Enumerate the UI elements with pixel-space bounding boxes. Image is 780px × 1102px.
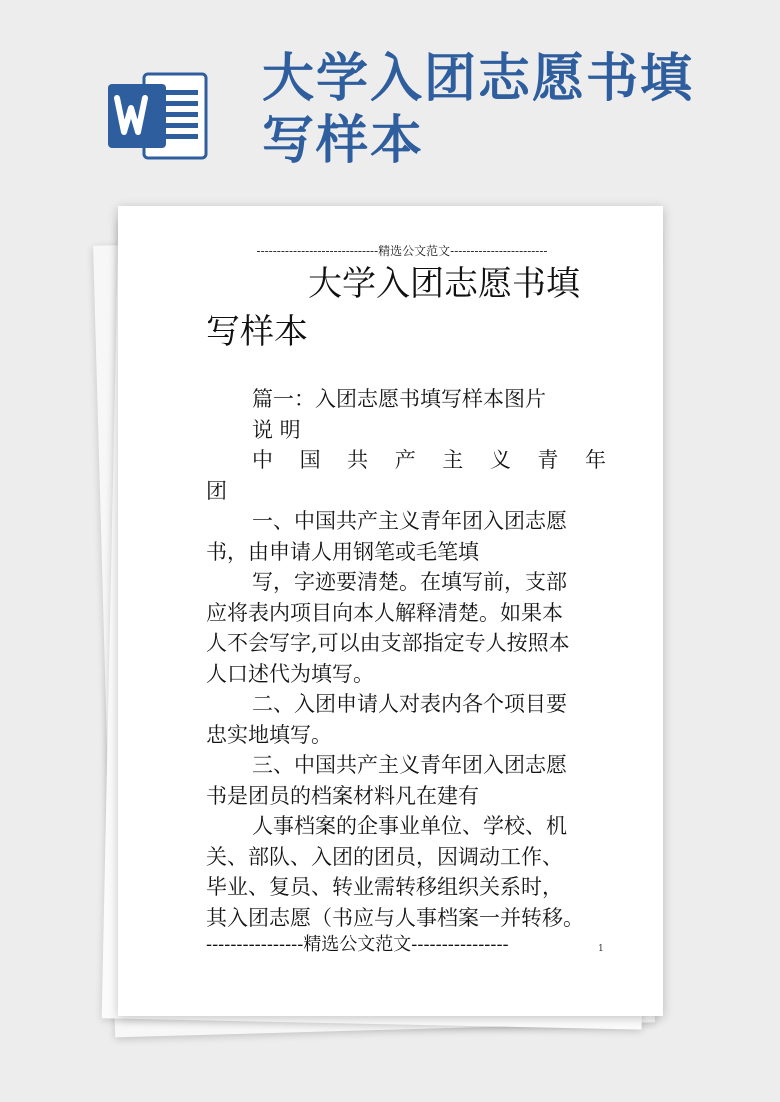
body-line: 关、部队、入团的团员，因调动工作、 xyxy=(206,844,563,869)
spaced-char: 主 xyxy=(442,448,464,472)
body-line: 团 xyxy=(206,478,227,503)
spaced-char: 年 xyxy=(584,448,606,472)
body-line: 应将表内项目向本人解释清楚。如果本 xyxy=(206,600,563,625)
body-line: 人不会写字,可以由支部指定专人按照本 xyxy=(206,631,570,655)
spaced-char: 产 xyxy=(394,448,416,472)
body-line: 三、中国共产主义青年团入团志愿 xyxy=(252,753,567,777)
document-title-line-2: 写样本 xyxy=(206,312,308,352)
banner-title: 大学入团志愿书填写样本 xyxy=(262,49,695,171)
spaced-char: 中 xyxy=(252,448,273,472)
body-line: 书是团员的档案材料凡在建有 xyxy=(206,783,479,808)
spaced-text xyxy=(206,445,606,476)
spaced-char: 义 xyxy=(489,448,511,472)
body-line xyxy=(206,445,606,476)
body-line: 毕业、复员、转业需转移组织关系时， xyxy=(206,875,563,899)
body-line: 人口述代为填写。 xyxy=(206,661,374,686)
document-title-line-1: 大学入团志愿书填 xyxy=(308,264,580,304)
body-line: 二、入团申请人对表内各个项目要 xyxy=(252,692,567,716)
body-line: 写，字迹要清楚。在填写前，支部 xyxy=(252,570,567,594)
body-line: 一、中国共产主义青年团入团志愿 xyxy=(252,509,567,533)
document-footer-line: ----------------精选公文范文---------------- xyxy=(206,934,509,955)
document-header-line: ------------------------------精选公文范文------------------------ xyxy=(256,244,548,258)
spaced-char: 国 xyxy=(299,448,321,472)
document-page xyxy=(118,206,663,1016)
body-line: 说 明 xyxy=(252,417,301,442)
body-line: 人事档案的企事业单位、学校、机 xyxy=(252,814,567,838)
spaced-char: 青 xyxy=(537,448,559,472)
page-number: 1 xyxy=(598,944,604,954)
body-line: 忠实地填写。 xyxy=(206,722,332,747)
body-line: 其入团志愿（书应与人事档案一并转移。 xyxy=(206,905,584,930)
document-body xyxy=(206,384,606,933)
body-line: 书，由申请人用钢笔或毛笔填 xyxy=(206,539,479,564)
spaced-char: 共 xyxy=(347,448,369,472)
body-line: 篇一：入团志愿书填写样本图片 xyxy=(252,387,546,411)
